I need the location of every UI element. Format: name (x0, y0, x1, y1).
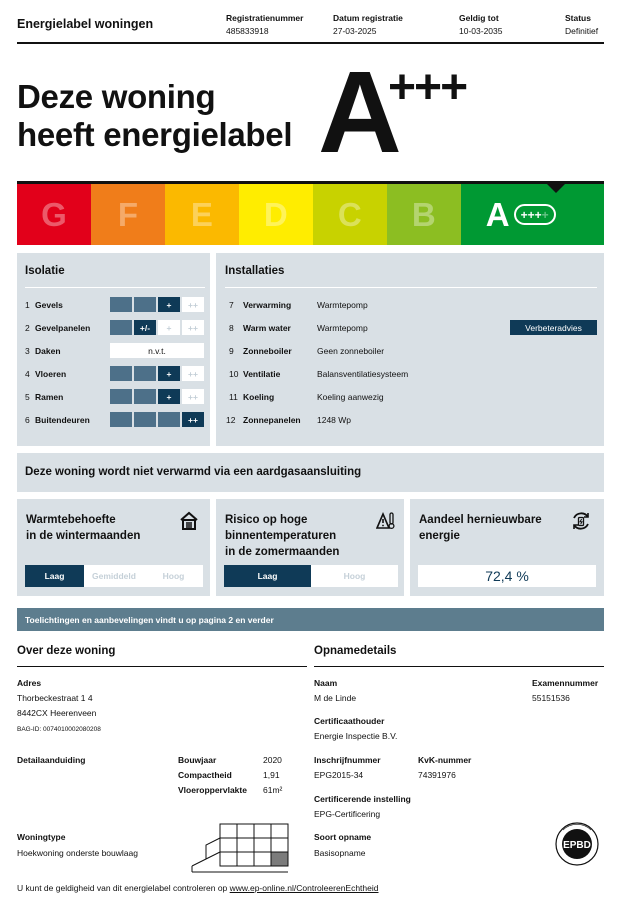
scale-cell: ++ (182, 366, 204, 381)
scale-cell: ++ (182, 389, 204, 404)
certificaathouder-label: Certificaathouder (314, 716, 385, 726)
opnamedetails-title: Opnamedetails (314, 645, 397, 657)
row-name: Verwarming (243, 299, 292, 310)
installatie-row-verwarming (229, 293, 599, 316)
row-name: Daken (35, 345, 61, 356)
row-name: Gevelpanelen (35, 322, 91, 333)
installatie-row-zonnepanelen (226, 408, 596, 431)
scale-cell (134, 297, 156, 312)
row-name: Warm water (243, 322, 291, 333)
valid-until-value: 10-03-2035 (459, 26, 503, 36)
bouwjaar-value: 2020 (263, 755, 282, 765)
soort-opname-value: Basisopname (314, 848, 366, 858)
scale-cell-active: +/- (134, 320, 156, 335)
risico-title-line3: in de zomermaanden (225, 546, 340, 558)
row-number: 2 (25, 322, 30, 333)
isolatie-row-gevels (25, 293, 205, 316)
isolatie-row-buitendeuren (25, 408, 205, 431)
inschrijfnummer-value: EPG2015-34 (314, 770, 364, 780)
isolatie-panel (17, 253, 210, 446)
insulation-scale (110, 320, 204, 335)
energy-class-d: D (239, 184, 313, 245)
warmtebehoefte-option-gemiddeld: Gemiddeld (92, 571, 136, 581)
scale-cell (158, 412, 180, 427)
row-number: 11 (229, 391, 238, 402)
over-woning-title: Over deze woning (17, 645, 116, 657)
isolatie-row-vloeren (25, 362, 205, 385)
house-heating-icon (179, 511, 199, 531)
scale-cell (110, 320, 132, 335)
energy-class-g: G (17, 184, 91, 245)
row-name: Koeling (243, 391, 275, 402)
risico-title-line1: Risico op hoge (225, 514, 308, 526)
energy-label-letter: A (318, 47, 400, 177)
detailaanduiding-label: Detailaanduiding (17, 755, 86, 765)
warmtebehoefte-option-hoog: Hoog (162, 571, 185, 581)
scale-cell: + (158, 320, 180, 335)
info-band: Toelichtingen en aanbevelingen vindt u op pagina 2 en verder (17, 608, 604, 631)
header-divider (17, 42, 604, 44)
scale-cell (134, 389, 156, 404)
over-woning-divider (17, 666, 307, 667)
gas-connection-notice-text: Deze woning wordt niet verwarmd via een aardgasaansluiting (25, 466, 362, 478)
scale-cell (110, 366, 132, 381)
scale-cell (110, 389, 132, 404)
scale-cell: ++ (182, 297, 204, 312)
installaties-title: Installaties (225, 265, 285, 277)
row-number: 12 (226, 414, 236, 425)
valid-until-label: Geldig tot (459, 13, 499, 23)
headline-line2: heeft energielabel (17, 116, 293, 153)
headline-line1: Deze woning (17, 78, 216, 115)
warmtebehoefte-title (26, 512, 140, 544)
risico-scale (224, 565, 398, 587)
kvk-value: 74391976 (418, 770, 456, 780)
compactheid-value: 1,91 (263, 770, 280, 780)
risico-option-hoog: Hoog (343, 571, 366, 581)
compactheid-label: Compactheid (178, 770, 232, 780)
warning-thermometer-icon (376, 511, 396, 531)
valid-until-col (459, 13, 502, 36)
row-number: 5 (25, 391, 30, 402)
isolatie-row-daken (25, 339, 205, 362)
hernieuwbaar-percentage: 72,4 % (418, 565, 596, 587)
registration-date-label: Datum registratie (333, 13, 403, 23)
isolatie-row-gevelpanelen (25, 316, 205, 339)
warmtebehoefte-option-laag: Laag (25, 565, 84, 587)
row-value: Warmtepomp (317, 322, 368, 333)
row-number: 4 (25, 368, 30, 379)
row-number: 6 (25, 414, 30, 425)
examennummer-label: Examennummer (532, 678, 599, 688)
warmtebehoefte-title-line2: in de wintermaanden (26, 530, 141, 542)
renewable-energy-icon (570, 510, 592, 532)
row-number: 1 (25, 299, 30, 310)
isolatie-divider (25, 287, 205, 288)
energy-label-plus: +++ (388, 61, 467, 114)
epbd-logo-icon (553, 820, 601, 868)
insulation-scale (110, 297, 204, 312)
certificerende-instelling-label: Certificerende instelling (314, 794, 411, 804)
status-value: Definitief (565, 26, 599, 36)
scale-cell: ++ (182, 320, 204, 335)
certificerende-instelling-value: EPG-Certificering (314, 809, 381, 819)
row-name: Ventilatie (243, 368, 281, 379)
adres-line2: 8442CX Heerenveen (17, 708, 97, 718)
row-name: Zonneboiler (243, 345, 292, 356)
insulation-scale (110, 366, 204, 381)
registration-number-col (226, 13, 303, 36)
isolatie-row-ramen (25, 385, 205, 408)
scale-cell (110, 297, 132, 312)
examennummer-value: 55151536 (532, 693, 570, 703)
epbd-logo-text: EPBD (563, 840, 591, 851)
status-col (565, 13, 598, 36)
row-value: Koeling aanwezig (317, 391, 384, 402)
document-title: Energielabel woningen (17, 17, 154, 31)
row-number: 9 (229, 345, 234, 356)
footer-verification-link[interactable]: www.ep-online.nl/ControleerenEchtheid (229, 883, 379, 893)
opnamedetails-divider (314, 666, 604, 667)
hernieuwbaar-panel (410, 499, 604, 596)
registration-number-label: Registratienummer (226, 13, 304, 23)
row-name: Buitendeuren (35, 414, 90, 425)
gas-connection-notice (17, 453, 604, 492)
installaties-divider (225, 287, 597, 288)
energy-class-a: A (485, 195, 510, 233)
warmtebehoefte-title-line1: Warmtebehoefte (26, 514, 116, 526)
risico-panel (216, 499, 404, 596)
active-class-pointer (547, 184, 565, 193)
row-value: Geen zonneboiler (317, 345, 385, 356)
row-number: 7 (229, 299, 234, 310)
woningtype-value: Hoekwoning onderste bouwlaag (17, 848, 138, 858)
energy-class-a-active (461, 184, 604, 245)
naam-value: M de Linde (314, 693, 357, 703)
hernieuwbaar-title (419, 512, 542, 544)
energy-class-f: F (91, 184, 165, 245)
energy-scale (17, 184, 604, 245)
energy-class-e: E (165, 184, 239, 245)
footer-text: U kunt de geldigheid van dit energielabel controleren op (17, 883, 230, 893)
row-name: Zonnepanelen (243, 414, 301, 425)
scale-cell (134, 366, 156, 381)
installatie-row-zonneboiler (229, 339, 599, 362)
scale-cell (134, 412, 156, 427)
risico-title (225, 512, 339, 560)
row-value: Warmtepomp (317, 299, 368, 310)
kvk-label: KvK-nummer (418, 755, 472, 765)
energy-plus-dim: + (541, 207, 549, 222)
row-number: 3 (25, 345, 30, 356)
naam-label: Naam (314, 678, 338, 688)
warmtebehoefte-panel (17, 499, 210, 596)
energy-plus-text: +++ (520, 207, 542, 222)
certificaathouder-value: Energie Inspectie B.V. (314, 731, 398, 741)
registration-date-col (333, 13, 403, 36)
scale-cell-active: + (158, 389, 180, 404)
risico-title-line2: binnentemperaturen (225, 530, 337, 542)
scale-cell-active: + (158, 297, 180, 312)
woningtype-label: Woningtype (17, 832, 66, 842)
warmtebehoefte-scale (25, 565, 203, 587)
insulation-scale (110, 389, 204, 404)
registration-number-value: 485833918 (226, 26, 269, 36)
row-name: Ramen (35, 391, 64, 402)
registration-date-value: 27-03-2025 (333, 26, 377, 36)
row-value: Balansventilatiesysteem (317, 368, 409, 379)
inschrijfnummer-label: Inschrijfnummer (314, 755, 381, 765)
scale-cell (110, 412, 132, 427)
scale-cell-active: ++ (182, 412, 204, 427)
installaties-panel (216, 253, 604, 446)
building-type-icon (190, 822, 292, 874)
insulation-scale (110, 412, 204, 427)
isolatie-title: Isolatie (25, 265, 65, 277)
row-number: 8 (229, 322, 234, 333)
adres-label: Adres (17, 678, 42, 688)
scale-cell-active: + (158, 366, 180, 381)
status-label: Status (565, 13, 591, 23)
vloeroppervlakte-label: Vloeroppervlakte (178, 785, 247, 795)
hernieuwbaar-title-line2: energie (419, 530, 460, 542)
vloeroppervlakte-value: 61m² (263, 785, 283, 795)
footer (17, 883, 379, 893)
row-name: Vloeren (35, 368, 67, 379)
installatie-row-koeling (229, 385, 599, 408)
not-applicable-value: n.v.t. (110, 343, 204, 358)
bouwjaar-label: Bouwjaar (178, 755, 217, 765)
bag-id: BAG-ID: 0074010002080208 (17, 726, 101, 733)
row-name: Gevels (35, 299, 63, 310)
soort-opname-label: Soort opname (314, 832, 372, 842)
hernieuwbaar-title-line1: Aandeel hernieuwbare (419, 514, 542, 526)
adres-line1: Thorbeckestraat 1 4 (17, 693, 93, 703)
energy-class-c: C (313, 184, 387, 245)
headline (17, 78, 292, 154)
installatie-row-ventilatie (229, 362, 599, 385)
risico-option-laag: Laag (224, 565, 311, 587)
row-number: 10 (229, 368, 239, 379)
row-value: 1248 Wp (317, 414, 352, 425)
energy-plus-pill (514, 204, 556, 225)
energy-class-b: B (387, 184, 461, 245)
verbeteradvies-button[interactable]: Verbeteradvies (510, 320, 597, 335)
